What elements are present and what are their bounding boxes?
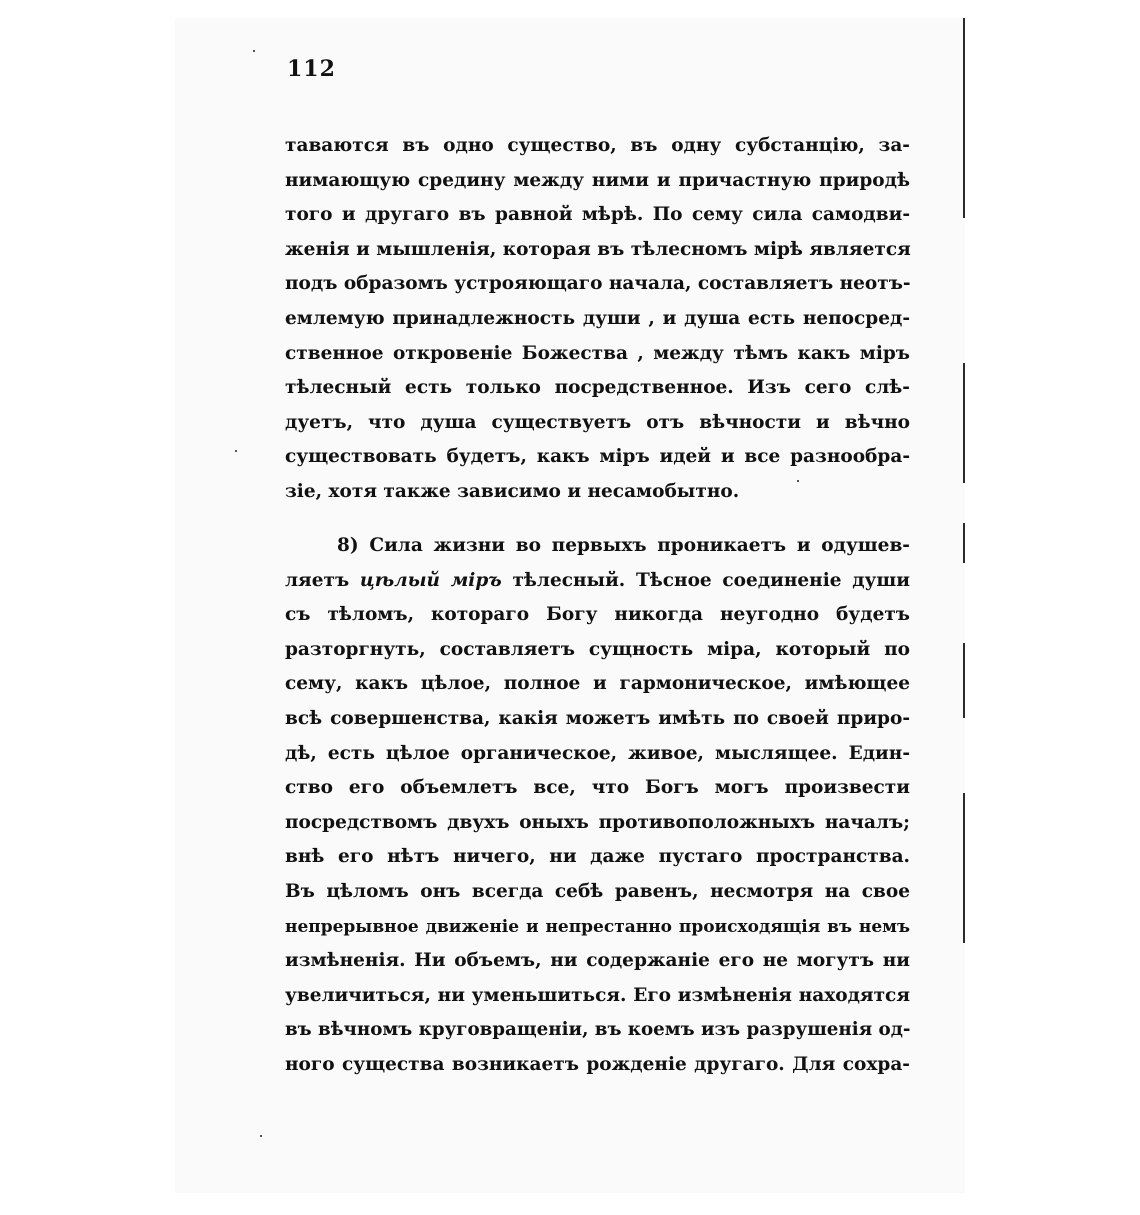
text-line: существовать будетъ, какъ міръ идей и все разнообра- [285, 446, 910, 468]
text-line: тѣлесный есть только посредственное. Изъ сего слѣ- [285, 377, 910, 399]
scan-speck [797, 480, 799, 482]
text-line: нимающую средину между ними и причастную природѣ [285, 169, 910, 191]
scan-speck [235, 450, 237, 452]
text-line: ственное откровеніе Божества , между тѣмъ какъ міръ [285, 342, 910, 364]
text-line: того и другаго въ равной мѣрѣ. По сему сила самодви- [285, 204, 910, 226]
text-line: зіе, хотя также зависимо и несамобытно. [285, 480, 740, 502]
text-line: таваются въ одно существо, въ одну субстанцію, за- [285, 135, 910, 156]
italic-phrase: цѣлый міръ [359, 569, 502, 591]
text-line [285, 564, 910, 599]
text-line: въ вѣчномъ круговращеніи, въ коемъ изъ разрушенія од- [285, 1019, 911, 1041]
text-line: ство его объемлетъ все, что Богъ могъ произвести [285, 777, 910, 799]
text-line: женія и мышленія, которая въ тѣлесномъ мірѣ является [285, 238, 911, 260]
text-line: всѣ совершенства, какія можетъ имѣть по своей приро- [285, 707, 910, 729]
book-page [175, 18, 965, 1193]
text-line: Въ цѣломъ онъ всегда себѣ равенъ, несмотря на свое [285, 880, 910, 902]
paragraph-2 [285, 529, 910, 1083]
text-line: увеличиться, ни уменьшиться. Его измѣненія находятся [285, 984, 910, 1006]
page-edge-line [963, 523, 965, 563]
text-line: разторгнуть, составляетъ сущность міра, который по [285, 638, 910, 660]
text-line: измѣненія. Ни объемъ, ни содержаніе его не могутъ ни [285, 950, 910, 972]
text-line: дѣ, есть цѣлое органическое, живое, мыслящее. Един- [285, 742, 910, 764]
text-line: внѣ его нѣтъ ничего, ни даже пустаго пространства. [285, 846, 910, 868]
text-line: дуетъ, что душа существуетъ отъ вѣчности и вѣчно [285, 411, 910, 433]
text-line: подъ образомъ устрояющаго начала, составляетъ неотъ- [285, 273, 911, 295]
page-edge-line [963, 363, 965, 483]
scan-speck [260, 1135, 262, 1137]
scan-speck [253, 50, 255, 52]
page-number: 112 [287, 56, 336, 82]
text-run: ляетъ [285, 569, 360, 591]
text-line: 8) Сила жизни во первыхъ проникаетъ и одушев- [337, 535, 910, 556]
text-line: ного существа возникаетъ рожденіе другаго. Для сохра- [285, 1053, 910, 1075]
text-line: емлемую принадлежность души , и душа есть непосред- [285, 307, 910, 329]
text-line: посредствомъ двухъ оныхъ противоположныхъ началъ; [285, 811, 910, 833]
text-run: тѣлесный. Тѣсное соединеніе души [501, 569, 910, 591]
page-edge-line [963, 18, 965, 218]
page-edge-line [963, 643, 965, 718]
page-edge-line [963, 793, 965, 943]
text-line: съ тѣломъ, котораго Богу никогда неугодно будетъ [285, 604, 910, 626]
text-line: непрерывное движеніе и непрестанно происходящія въ немъ [285, 916, 910, 937]
text-line: сему, какъ цѣлое, полное и гармоническое, имѣющее [285, 673, 910, 695]
paragraph-1 [285, 129, 910, 510]
